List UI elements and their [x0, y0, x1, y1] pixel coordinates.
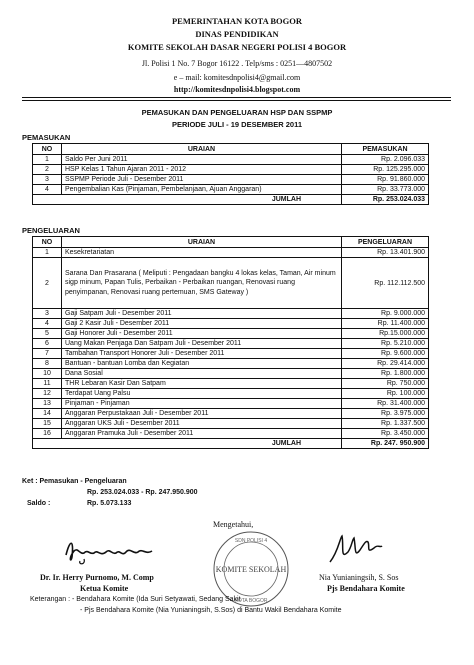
row-no: 15 — [33, 419, 62, 429]
ket-line: Ket : Pemasukan - Pengeluaran — [22, 478, 127, 485]
left-signatory-title: Ketua Komite — [80, 584, 129, 593]
table-row — [33, 339, 429, 349]
row-amount: Rp. 31.400.000 — [342, 399, 429, 409]
table-row — [33, 258, 429, 309]
report-title: PEMASUKAN DAN PENGELUARAN HSP DAN SSPMP — [141, 108, 333, 117]
pemasukan-label: PEMASUKAN — [22, 133, 71, 142]
row-uraian: Dana Sosial — [62, 369, 342, 379]
table-header-row — [33, 144, 429, 155]
header-pemasukan: PEMASUKAN — [342, 144, 429, 155]
pengeluaran-label: PENGELUARAN — [22, 226, 80, 235]
table-row — [33, 419, 429, 429]
total-row — [33, 195, 429, 205]
row-uraian: Gaji Honorer Juli - Desember 2011 — [62, 329, 342, 339]
table-row — [33, 248, 429, 258]
row-no: 7 — [33, 349, 62, 359]
table-row — [33, 379, 429, 389]
ket-calculation: Rp. 253.024.033 - Rp. 247.950.900 — [87, 489, 198, 496]
row-uraian: Terdapat Uang Palsu — [62, 389, 342, 399]
header-pengeluaran: PENGELUARAN — [342, 237, 429, 248]
table-row — [33, 359, 429, 369]
row-uraian: Gaji Satpam Juli - Desember 2011 — [62, 309, 342, 319]
row-uraian: Saldo Per Juni 2011 — [62, 155, 342, 165]
table-row — [33, 349, 429, 359]
letterhead-address: Jl. Polisi 1 No. 7 Bogor 16122 . Telp/sms : 0251—4807502 — [141, 59, 333, 68]
row-uraian: Sarana Dan Prasarana ( Meliputi : Pengadaan bangku 4 lokas kelas, Taman, Air minum sigp minum, Papan Tulis, Perbaikan - Perbaikan ruangan, Renovasi ruang penyimpanan, Renovasi ruang pertemuan, SMS Gateway ) — [62, 258, 342, 309]
header-uraian: URAIAN — [62, 144, 342, 155]
table-row — [33, 309, 429, 319]
stamp-top-text: SDN POLISI 4 — [234, 538, 268, 544]
keterangan-line1: Keterangan : - Bendahara Komite (Ida Suri Setyawati, Sedang Sakit — [30, 596, 241, 603]
table-row — [33, 319, 429, 329]
row-amount: Rp. 112.112.500 — [342, 258, 429, 309]
row-no: 13 — [33, 399, 62, 409]
left-signature-image — [60, 535, 170, 567]
table-header-row — [33, 237, 429, 248]
row-uraian: Uang Makan Penjaga Dan Satpam Juli - Desember 2011 — [62, 339, 342, 349]
row-amount: Rp. 33.773.000 — [342, 185, 429, 195]
letterhead-email: e – mail: komitesdnpolisi4@gmail.com — [173, 73, 301, 82]
row-uraian: Tambahan Transport Honorer Juli - Desember 2011 — [62, 349, 342, 359]
row-amount: Rp. 3.975.000 — [342, 409, 429, 419]
letterhead-government: PEMERINTAHAN KOTA BOGOR — [171, 16, 303, 26]
header-no: NO — [33, 237, 62, 248]
row-no: 11 — [33, 379, 62, 389]
stamp-text: KOMITE SEKOLAH — [215, 565, 287, 574]
row-uraian: Anggaran Perpustakaan Juli - Desember 2011 — [62, 409, 342, 419]
table-row — [33, 369, 429, 379]
row-no: 12 — [33, 389, 62, 399]
row-uraian: Anggaran UKS Juli - Desember 2011 — [62, 419, 342, 429]
letterhead-rule — [22, 97, 451, 98]
row-amount: Rp.15.000.000 — [342, 329, 429, 339]
row-uraian: Kesekretariatan — [62, 248, 342, 258]
row-no: 14 — [33, 409, 62, 419]
row-no: 2 — [33, 165, 62, 175]
row-amount: Rp. 125.295.000 — [342, 165, 429, 175]
row-amount: Rp. 1.337.500 — [342, 419, 429, 429]
row-no: 3 — [33, 175, 62, 185]
table-row — [33, 399, 429, 409]
total-label: JUMLAH — [33, 195, 342, 205]
letterhead-rule-thin — [22, 100, 451, 101]
saldo-label: Saldo : — [27, 500, 51, 507]
right-signatory-name: Nia Yunianingsih, S. Sos — [319, 573, 399, 582]
row-amount: Rp. 91.860.000 — [342, 175, 429, 185]
row-uraian: SSPMP Periode Juli - Desember 2011 — [62, 175, 342, 185]
stamp-bottom-text: KOTA BOGOR — [234, 598, 268, 604]
row-amount: Rp. 9.000.000 — [342, 309, 429, 319]
row-uraian: Gaji 2 Kasir Juli - Desember 2011 — [62, 319, 342, 329]
header-uraian: URAIAN — [62, 237, 342, 248]
row-uraian: Pinjaman - Pinjaman — [62, 399, 342, 409]
row-amount: Rp. 13.401.900 — [342, 248, 429, 258]
saldo-value: Rp. 5.073.133 — [87, 500, 132, 507]
total-amount: Rp. 253.024.033 — [342, 195, 429, 205]
table-row — [33, 429, 429, 439]
header-no: NO — [33, 144, 62, 155]
row-no: 16 — [33, 429, 62, 439]
row-no: 8 — [33, 359, 62, 369]
row-uraian: HSP Kelas 1 Tahun Ajaran 2011 - 2012 — [62, 165, 342, 175]
row-amount: Rp. 5.210.000 — [342, 339, 429, 349]
row-uraian: Anggaran Pramuka Juli - Desember 2011 — [62, 429, 342, 439]
row-no: 1 — [33, 248, 62, 258]
row-no: 1 — [33, 155, 62, 165]
row-amount: Rp. 11.400.000 — [342, 319, 429, 329]
total-amount: Rp. 247. 950.900 — [342, 439, 429, 449]
row-amount: Rp. 2.096.033 — [342, 155, 429, 165]
right-signatory-title: Pjs Bendahara Komite — [327, 584, 405, 593]
row-no: 3 — [33, 309, 62, 319]
row-amount: Rp. 9.600.000 — [342, 349, 429, 359]
row-amount: Rp. 1.800.000 — [342, 369, 429, 379]
total-row — [33, 439, 429, 449]
letterhead-committee: KOMITE SEKOLAH DASAR NEGERI POLISI 4 BOGOR — [127, 42, 347, 52]
letterhead-department: DINAS PENDIDIKAN — [195, 29, 279, 39]
row-no: 5 — [33, 329, 62, 339]
row-uraian: Pengembalian Kas (Pinjaman, Pembelanjaan, Ajuan Anggaran) — [62, 185, 342, 195]
total-label: JUMLAH — [33, 439, 342, 449]
row-amount: Rp. 750.000 — [342, 379, 429, 389]
left-signatory-name: Dr. Ir. Herry Purnomo, M. Comp — [40, 573, 154, 582]
row-no: 2 — [33, 258, 62, 309]
row-amount: Rp. 3.450.000 — [342, 429, 429, 439]
row-uraian: THR Lebaran Kasir Dan Satpam — [62, 379, 342, 389]
row-no: 4 — [33, 185, 62, 195]
table-row — [33, 389, 429, 399]
table-row — [33, 185, 429, 195]
pengeluaran-table — [32, 236, 429, 449]
mengetahui-label: Mengetahui, — [213, 520, 254, 529]
row-amount: Rp. 100.000 — [342, 389, 429, 399]
row-no: 6 — [33, 339, 62, 349]
pemasukan-table — [32, 143, 429, 205]
table-row — [33, 329, 429, 339]
right-signature-image — [322, 532, 392, 568]
row-no: 10 — [33, 369, 62, 379]
letterhead-blog: http://komitesdnpolisi4.blogspot.com — [173, 85, 301, 94]
row-no: 4 — [33, 319, 62, 329]
row-uraian: Bantuan - bantuan Lomba dan Kegiatan — [62, 359, 342, 369]
table-row — [33, 165, 429, 175]
table-row — [33, 409, 429, 419]
table-row — [33, 155, 429, 165]
row-amount: Rp. 29.414.000 — [342, 359, 429, 369]
report-period: PERIODE JULI - 19 DESEMBER 2011 — [171, 120, 303, 129]
table-row — [33, 175, 429, 185]
keterangan-line2: - Pjs Bendahara Komite (Nia Yunianingsih, S.Sos) di Bantu Wakil Bendahara Komite — [80, 607, 342, 614]
